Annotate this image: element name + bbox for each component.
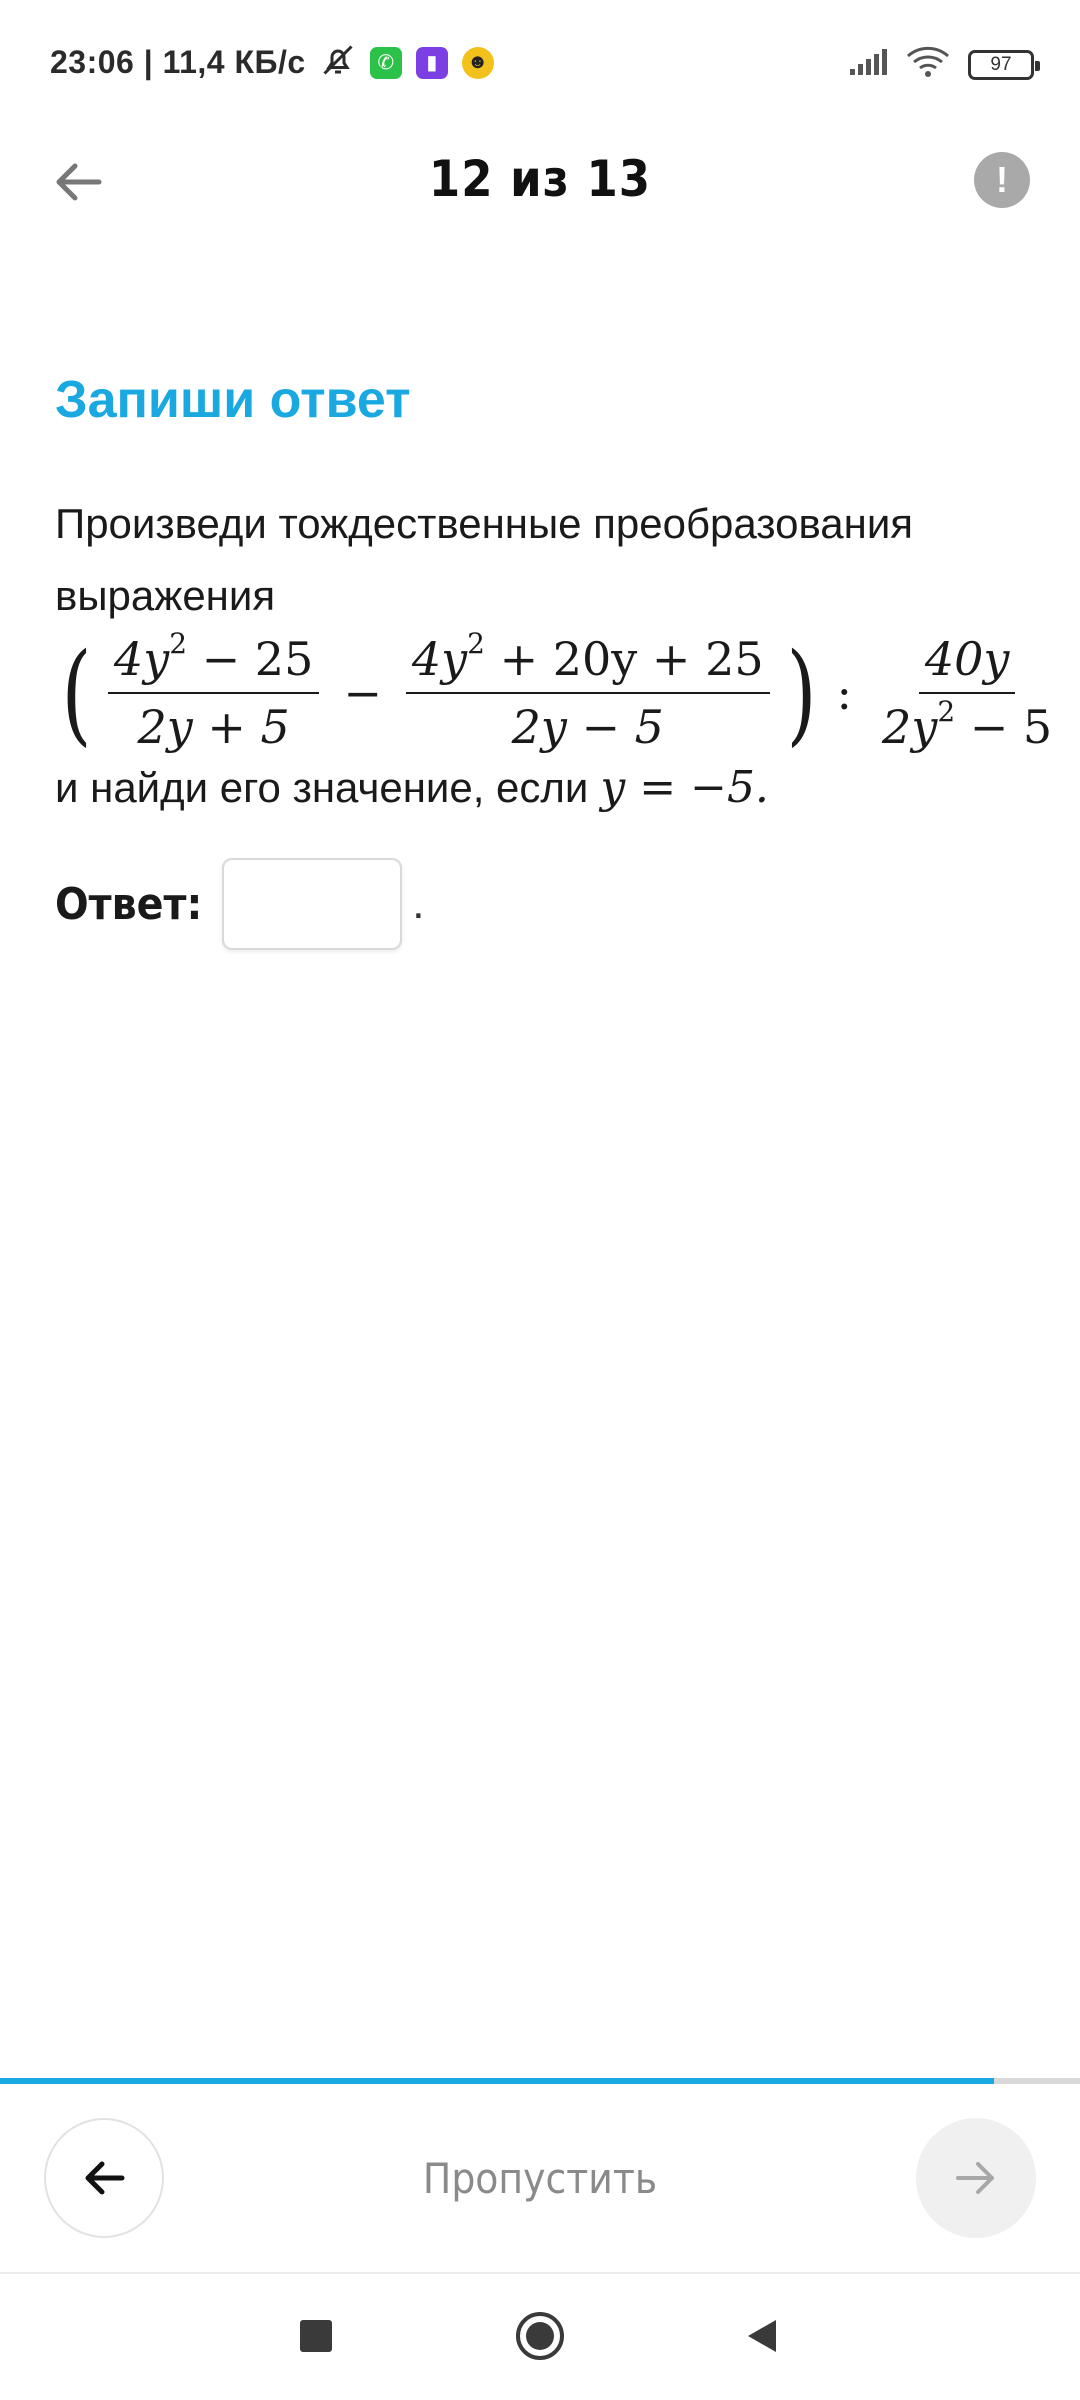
whatsapp-icon: ✆ xyxy=(370,47,402,79)
system-nav-bar xyxy=(0,2274,1080,2400)
page-counter: 12 из 13 xyxy=(428,150,652,208)
task-text: Произведи тождественные преобразования выражения xyxy=(55,500,914,619)
task-heading: Запиши ответ xyxy=(55,371,411,429)
next-task-button[interactable] xyxy=(916,2118,1036,2238)
answer-label: Ответ: xyxy=(55,878,203,930)
system-back-button[interactable] xyxy=(730,2304,794,2368)
task-condition xyxy=(55,762,769,813)
answer-row xyxy=(55,858,425,950)
status-bar xyxy=(0,0,1080,130)
report-button[interactable] xyxy=(974,152,1030,208)
recents-button[interactable] xyxy=(284,2304,348,2368)
exclamation-icon: ! xyxy=(996,159,1008,200)
mute-bell-icon xyxy=(320,42,356,83)
top-header xyxy=(0,130,1080,230)
answer-input[interactable] xyxy=(222,858,402,950)
condition-math: y = −5. xyxy=(600,762,769,813)
answer-suffix: . xyxy=(412,879,425,928)
operator-minus: − xyxy=(343,666,382,720)
triangle-back-icon xyxy=(742,2316,782,2356)
square-icon xyxy=(298,2318,334,2354)
battery-icon: 97 xyxy=(968,50,1034,80)
math-expression xyxy=(55,628,1068,758)
paren-open: ( xyxy=(61,629,92,757)
signal-icon xyxy=(848,47,888,82)
bottom-bar xyxy=(0,2084,1080,2274)
wifi-icon xyxy=(906,46,950,83)
brawl-icon: ☻ xyxy=(462,47,494,79)
operator-colon: : xyxy=(836,666,853,720)
arrow-right-icon xyxy=(954,2158,998,2198)
twitch-icon: ▮ xyxy=(416,47,448,79)
skip-button[interactable]: Пропустить xyxy=(422,2154,658,2203)
fraction-1: $\frac{4y^2 - 25}{2y + 5}$ xyxy=(108,632,319,754)
home-button[interactable] xyxy=(508,2304,572,2368)
status-time-speed: 23:06 | 11,4 КБ/с xyxy=(50,44,306,80)
fraction-3: $\frac{40y}{2y^2 - 5}$ xyxy=(882,632,1053,754)
home-circle-icon xyxy=(514,2310,566,2362)
condition-text: и найди его значение, если xyxy=(55,764,589,811)
paren-close: ) xyxy=(786,629,817,757)
fraction-2: $\frac{4y^2 + 20y + 25}{2y - 5}$ xyxy=(406,632,770,754)
